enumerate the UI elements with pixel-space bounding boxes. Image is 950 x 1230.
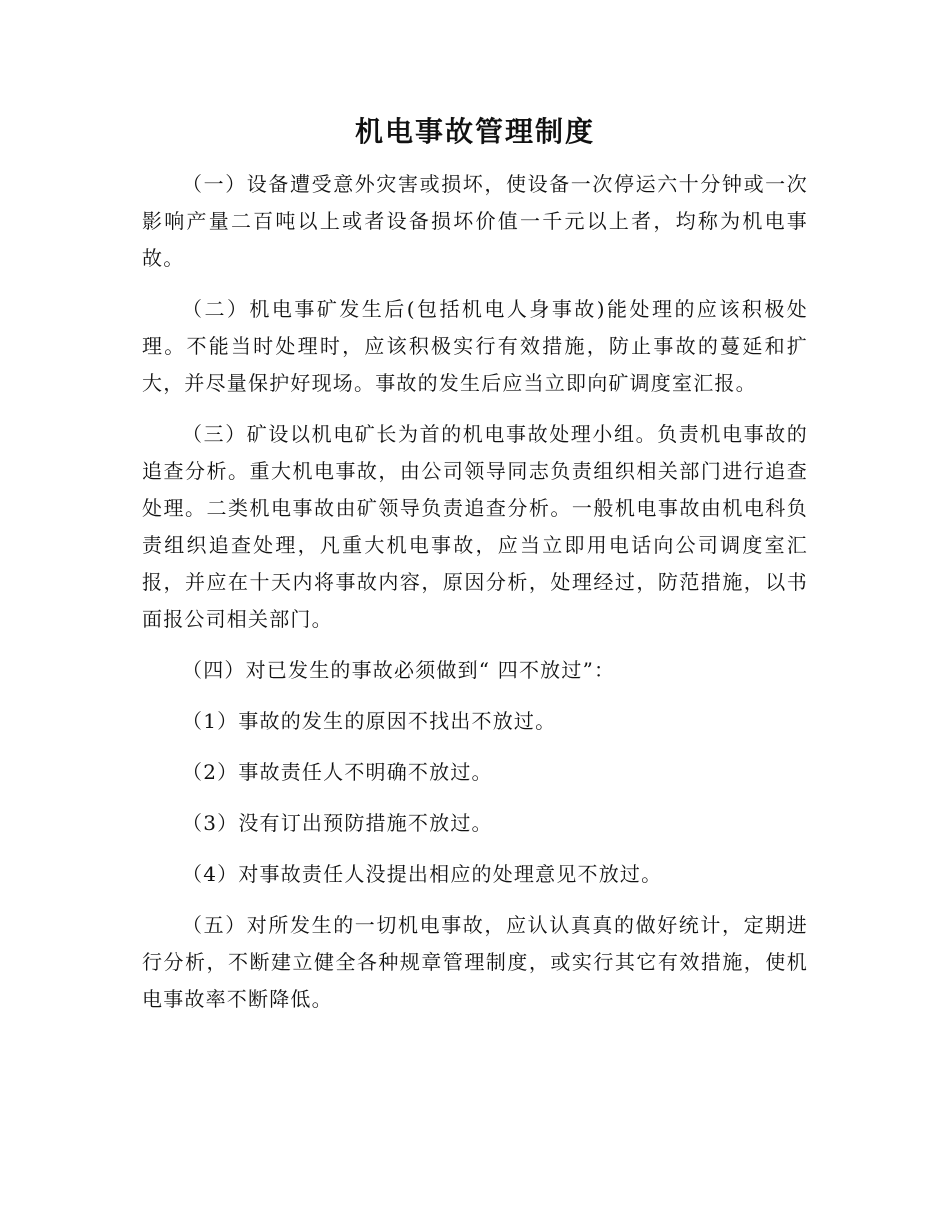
paragraph-2: （二）机电事矿发生后(包括机电人身事故)能处理的应该积极处理。不能当时处理时，应该积极实行有效措施，防止事故的蔓延和扩大，并尽量保护好现场。事故的发生后应当立即向矿调度室汇报。 — [142, 297, 808, 395]
list-item-1: （1）事故的发生的原因不找出不放过。 — [182, 709, 557, 733]
paragraph-1: （一）设备遭受意外灾害或损坏，使设备一次停运六十分钟或一次影响产量二百吨以上或者设备损坏价值一千元以上者，均称为机电事故。 — [142, 172, 808, 270]
list-item-2: （2）事故责任人不明确不放过。 — [182, 760, 493, 784]
list-item-4: （4）对事故责任人没提出相应的处理意见不放过。 — [182, 862, 663, 886]
paragraph-3: （三）矿设以机电矿长为首的机电事故处理小组。负责机电事故的追查分析。重大机电事故，由公司领导同志负责组织相关部门进行追查处理。二类机电事故由矿领导负责追查分析。一般机电事故由机电科负责组织追查处理，凡重大机电事故，应当立即用电话向公司调度室汇报，并应在十天内将事故内容，原因分析，处理经过，防范措施，以书面报公司相关部门。 — [142, 422, 808, 631]
paragraph-4: （四）对已发生的事故必须做到“ 四不放过”： — [182, 658, 616, 682]
document-title: 机电事故管理制度 — [354, 115, 595, 148]
paragraph-5: （五）对所发生的一切机电事故，应认认真真的做好统计，定期进行分析，不断建立健全各种规章管理制度，或实行其它有效措施，使机电事故率不断降低。 — [142, 913, 808, 1011]
document-body — [142, 166, 808, 1032]
list-item-3: （3）没有订出预防措施不放过。 — [182, 811, 493, 835]
